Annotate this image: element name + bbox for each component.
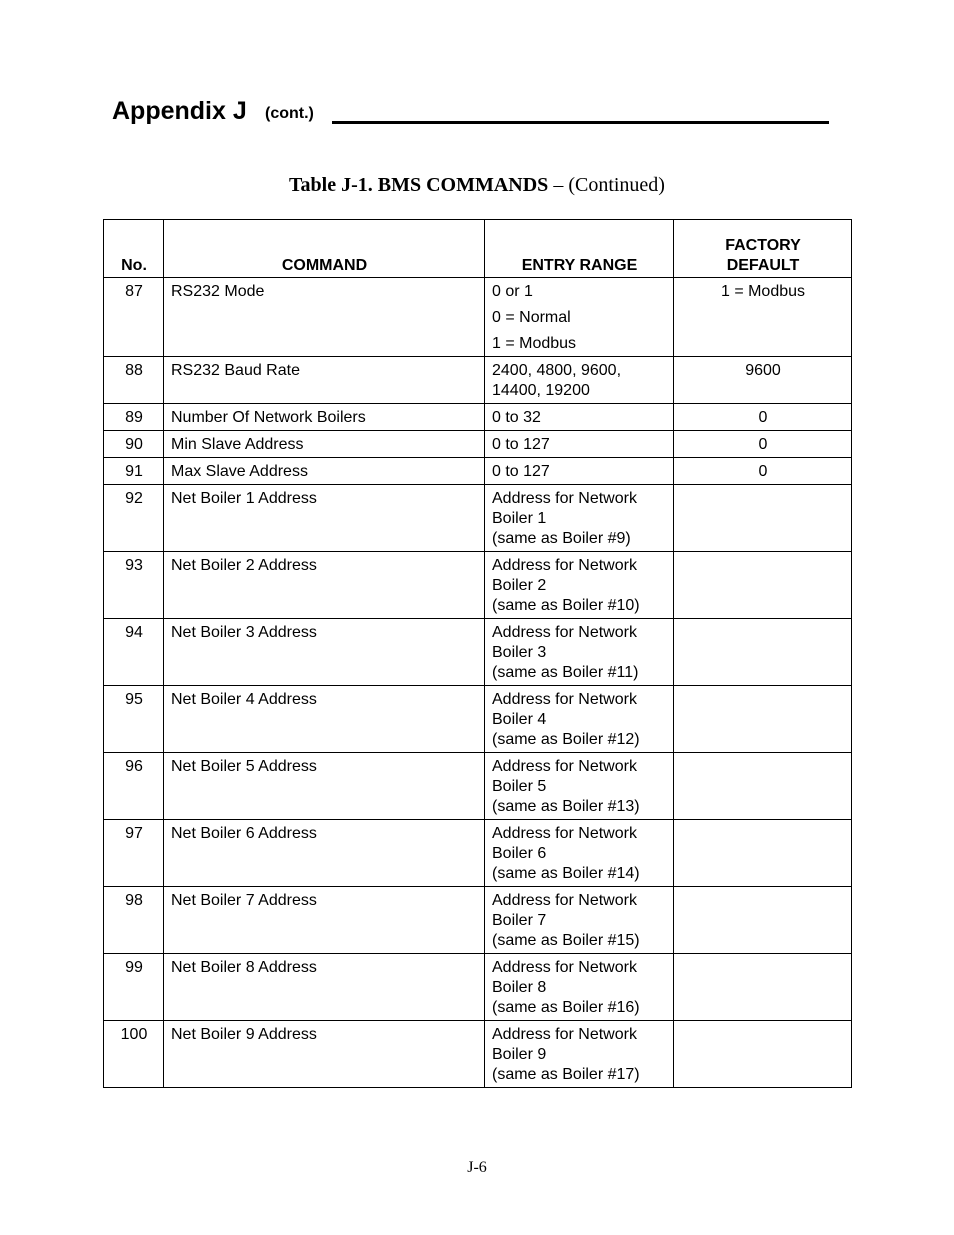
cell-factory-default: 0 <box>674 404 852 431</box>
entry-range-line: Address for Network <box>492 892 637 909</box>
cell-entry-range <box>485 954 674 1021</box>
cell-factory-default: 0 <box>674 431 852 458</box>
cell-entry-range <box>485 1021 674 1088</box>
entry-range-line: (same as Boiler #17) <box>492 1066 640 1083</box>
bms-commands-table <box>103 219 852 1088</box>
column-header-factory-default <box>674 220 852 278</box>
appendix-header <box>112 96 830 130</box>
cell-command: Max Slave Address <box>164 458 485 485</box>
cell-no: 99 <box>104 954 164 1021</box>
table-row <box>104 1021 852 1088</box>
cell-no: 93 <box>104 552 164 619</box>
table-row <box>104 686 852 753</box>
cell-no: 89 <box>104 404 164 431</box>
table-caption-title: Table J-1. BMS COMMANDS <box>289 174 549 196</box>
entry-range-line: Boiler 4 <box>492 711 547 728</box>
entry-range-line: 0 to 32 <box>492 409 541 426</box>
column-header-command: COMMAND <box>164 220 485 278</box>
entry-range-line: (same as Boiler #14) <box>492 865 640 882</box>
cell-entry-range <box>485 619 674 686</box>
entry-range-line: (same as Boiler #13) <box>492 798 640 815</box>
cell-no: 98 <box>104 887 164 954</box>
cell-no: 92 <box>104 485 164 552</box>
entry-range-line: Boiler 2 <box>492 577 547 594</box>
cell-command: Net Boiler 6 Address <box>164 820 485 887</box>
entry-range-line: (same as Boiler #12) <box>492 731 640 748</box>
entry-range-line: 0 = Normal <box>492 309 571 326</box>
entry-range-line: Address for Network <box>492 624 637 641</box>
cell-command: Net Boiler 4 Address <box>164 686 485 753</box>
entry-range-line: (same as Boiler #11) <box>492 664 639 681</box>
cell-entry-range <box>485 753 674 820</box>
entry-range-line: (same as Boiler #15) <box>492 932 640 949</box>
entry-range-line: Address for Network <box>492 1026 637 1043</box>
entry-range-line: Address for Network <box>492 490 637 507</box>
cell-factory-default <box>674 552 852 619</box>
table-row <box>104 485 852 552</box>
entry-range-line: Address for Network <box>492 959 637 976</box>
page-number: J-6 <box>467 1159 487 1176</box>
cell-command: RS232 Mode <box>164 278 485 357</box>
header-rule <box>332 121 829 124</box>
entry-range-line: Boiler 8 <box>492 979 547 996</box>
cell-no: 87 <box>104 278 164 357</box>
cell-command: Number Of Network Boilers <box>164 404 485 431</box>
table-row <box>104 820 852 887</box>
cell-entry-range <box>485 887 674 954</box>
cell-command: Net Boiler 1 Address <box>164 485 485 552</box>
cell-factory-default <box>674 954 852 1021</box>
entry-range-line: Boiler 1 <box>492 510 547 527</box>
cell-no: 97 <box>104 820 164 887</box>
table-row <box>104 619 852 686</box>
table-row <box>104 954 852 1021</box>
cell-factory-default: 1 = Modbus <box>674 278 852 357</box>
cell-command: Net Boiler 2 Address <box>164 552 485 619</box>
entry-range-line: 2400, 4800, 9600, <box>492 362 622 379</box>
cell-entry-range <box>485 820 674 887</box>
table-row <box>104 552 852 619</box>
cell-no: 100 <box>104 1021 164 1088</box>
cell-entry-range <box>485 458 674 485</box>
cell-factory-default: 0 <box>674 458 852 485</box>
table-caption-continued: – (Continued) <box>548 174 665 196</box>
entry-range-line: Address for Network <box>492 758 637 775</box>
table-row <box>104 458 852 485</box>
cell-entry-range <box>485 485 674 552</box>
entry-range-line: 14400, 19200 <box>492 382 590 399</box>
table-row <box>104 404 852 431</box>
table-row <box>104 431 852 458</box>
table-row <box>104 278 852 357</box>
entry-range-line: (same as Boiler #16) <box>492 999 640 1016</box>
cell-entry-range <box>485 404 674 431</box>
table-caption <box>0 173 954 197</box>
entry-range-line: 0 to 127 <box>492 463 550 480</box>
column-header-no: No. <box>104 220 164 278</box>
column-header-default-line2: DEFAULT <box>726 257 800 274</box>
cell-factory-default <box>674 753 852 820</box>
column-header-entry-range: ENTRY RANGE <box>485 220 674 278</box>
table-row <box>104 753 852 820</box>
entry-range-line: Boiler 5 <box>492 778 547 795</box>
entry-range-line: Boiler 7 <box>492 912 547 929</box>
entry-range-line: (same as Boiler #9) <box>492 530 631 547</box>
entry-range-line: Boiler 3 <box>492 644 547 661</box>
entry-range-line: 0 to 127 <box>492 436 550 453</box>
cell-command: Net Boiler 8 Address <box>164 954 485 1021</box>
entry-range-line: Boiler 9 <box>492 1046 547 1063</box>
entry-range-line: 0 or 1 <box>492 283 533 300</box>
entry-range-line: Address for Network <box>492 691 637 708</box>
table-row <box>104 887 852 954</box>
cell-command: Net Boiler 9 Address <box>164 1021 485 1088</box>
entry-range-line: Address for Network <box>492 825 637 842</box>
cell-factory-default <box>674 887 852 954</box>
cell-factory-default <box>674 1021 852 1088</box>
cell-entry-range <box>485 431 674 458</box>
continued-label: (cont.) <box>265 105 314 122</box>
table-row <box>104 357 852 404</box>
column-header-default-line1: FACTORY <box>725 237 801 254</box>
cell-factory-default <box>674 485 852 552</box>
cell-command: RS232 Baud Rate <box>164 357 485 404</box>
cell-no: 90 <box>104 431 164 458</box>
table-body <box>104 278 852 1088</box>
cell-entry-range <box>485 552 674 619</box>
cell-command: Net Boiler 5 Address <box>164 753 485 820</box>
cell-no: 88 <box>104 357 164 404</box>
cell-command: Net Boiler 3 Address <box>164 619 485 686</box>
entry-range-line: Address for Network <box>492 557 637 574</box>
cell-no: 95 <box>104 686 164 753</box>
cell-factory-default <box>674 686 852 753</box>
cell-command: Net Boiler 7 Address <box>164 887 485 954</box>
cell-entry-range <box>485 357 674 404</box>
entry-range-line: Boiler 6 <box>492 845 547 862</box>
appendix-title: Appendix J <box>112 97 247 125</box>
cell-factory-default <box>674 820 852 887</box>
cell-command: Min Slave Address <box>164 431 485 458</box>
entry-range-line: 1 = Modbus <box>492 335 577 352</box>
cell-no: 94 <box>104 619 164 686</box>
cell-entry-range <box>485 686 674 753</box>
cell-no: 96 <box>104 753 164 820</box>
cell-factory-default <box>674 619 852 686</box>
cell-factory-default: 9600 <box>674 357 852 404</box>
entry-range-line: (same as Boiler #10) <box>492 597 640 614</box>
cell-no: 91 <box>104 458 164 485</box>
cell-entry-range <box>485 278 674 357</box>
table-header-row <box>104 220 852 278</box>
